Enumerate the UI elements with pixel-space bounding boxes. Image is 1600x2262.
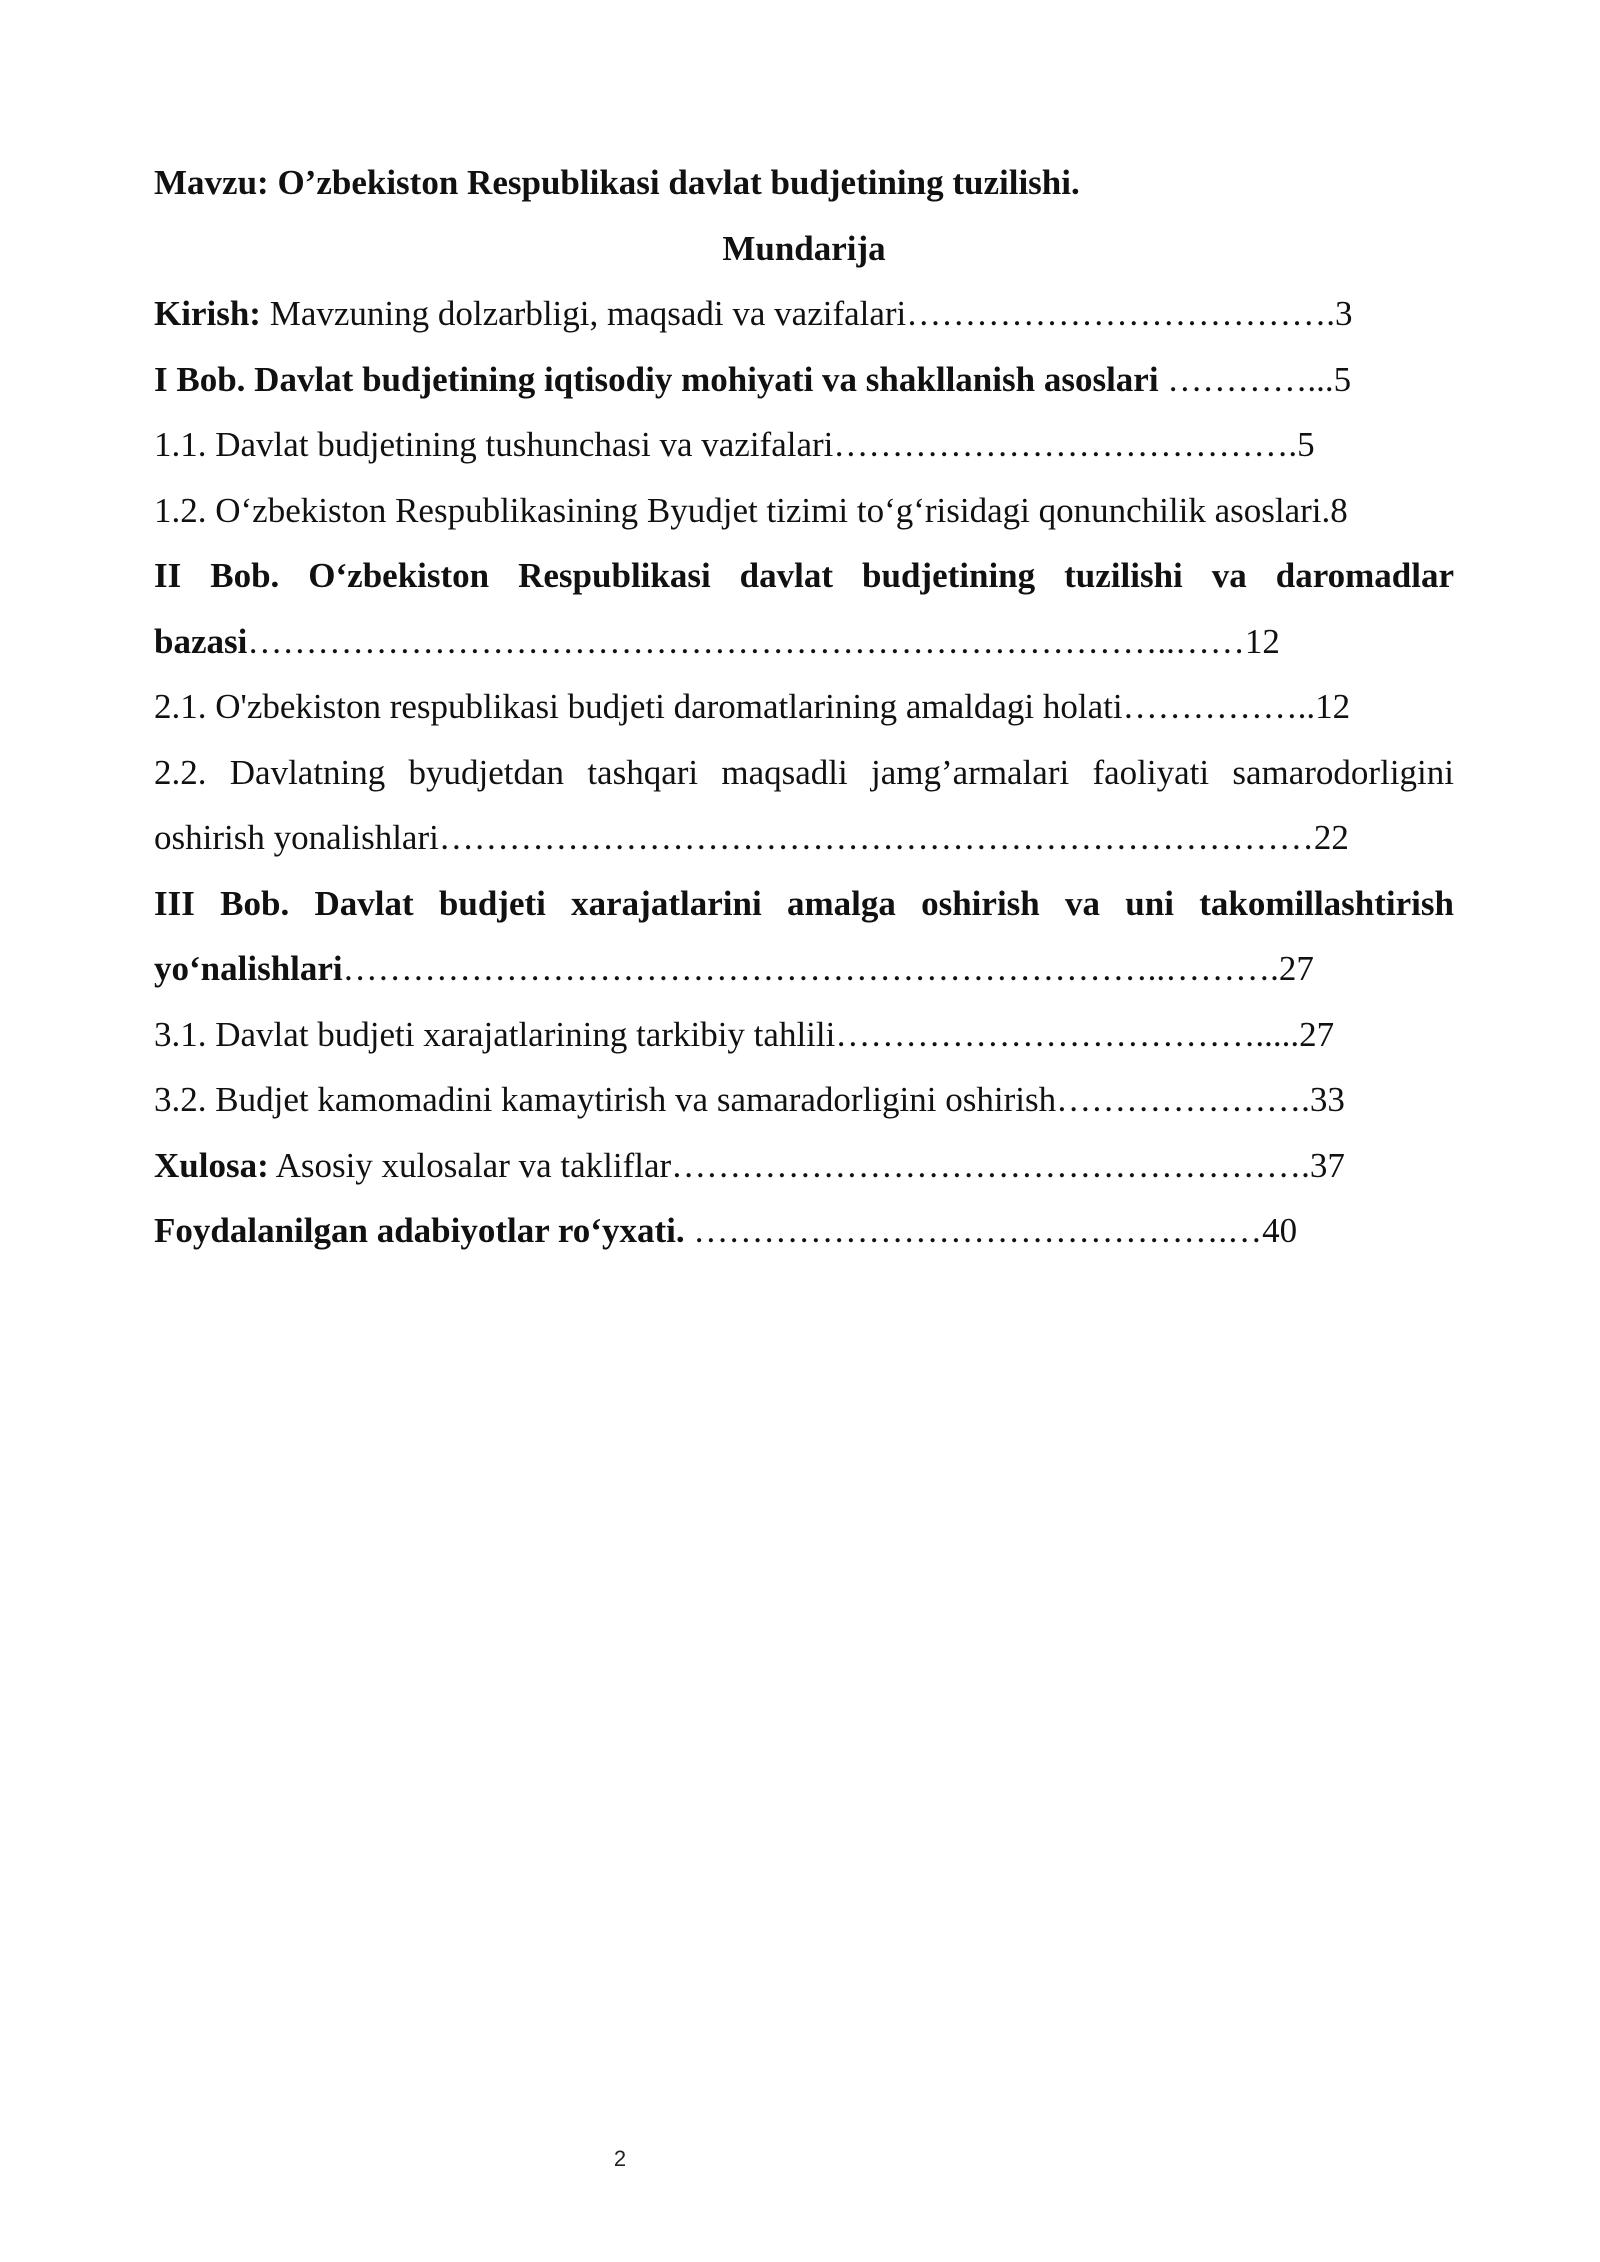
toc-bob1-leader: …………...5 [1167, 359, 1352, 399]
toc-entry-2-1 [154, 674, 1454, 740]
topic-line [154, 150, 1454, 216]
toc-entry-bob-2-line2 [154, 609, 1454, 675]
toc-entry-bob-3-line2 [154, 936, 1454, 1002]
toc-heading: Mundarija [722, 228, 886, 268]
toc-xulosa-text: Asosiy xulosalar va takliflar [268, 1145, 672, 1185]
document-content [154, 150, 1454, 1264]
toc-entry-bob-1 [154, 347, 1454, 413]
toc-3-1-leader: ……………………………….....27 [835, 1014, 1335, 1054]
toc-bob3-leader: ……………………………………………………………..……….27 [342, 949, 1314, 988]
topic-text: O’zbekiston Respublikasi davlat budjetining tuzilishi. [268, 163, 1080, 202]
toc-2-2-text: oshirish yonalishlari [154, 818, 439, 857]
toc-2-2-leader: …………………………………………………………………22 [438, 818, 1349, 857]
toc-xulosa-leader: ……………………………………………….37 [671, 1145, 1345, 1185]
toc-adabiyot-leader: ……………………………………….…40 [684, 1211, 1298, 1250]
toc-adabiyot-text: Foydalanilgan adabiyotlar ro‘yxati. [154, 1211, 685, 1250]
toc-3-1-text: 3.1. Davlat budjeti xarajatlarining tarkibiy tahlili [154, 1014, 836, 1054]
toc-entry-1-1 [154, 412, 1454, 478]
toc-bob1-text: I Bob. Davlat budjetining iqtisodiy mohiyati va shakllanish asoslari [154, 359, 1168, 399]
toc-entry-bob-2-line1: II Bob. O‘zbekiston Respublikasi davlat budjetining tuzilishi va daromadlar [154, 556, 1454, 595]
toc-entry-3-1 [154, 1002, 1454, 1068]
toc-kirish-label: Kirish: [154, 294, 261, 333]
toc-entry-2-2-line1: 2.2. Davlatning byudjetdan tashqari maqsadli jamg’armalari faoliyati samarodorligini [154, 752, 1454, 792]
toc-entry-kirish [154, 281, 1454, 347]
toc-bob2-leader: ……………………………………………………………………..……12 [247, 621, 1280, 661]
toc-1-1-leader: ………………………………….5 [833, 425, 1315, 464]
toc-entry-3-2 [154, 1067, 1454, 1133]
toc-bob3-text: yo‘nalishlari [154, 949, 343, 988]
topic-label: Mavzu: [154, 163, 269, 202]
toc-3-2-leader: ………………….33 [1056, 1080, 1345, 1119]
toc-2-1-text: 2.1. O'zbekiston respublikasi budjeti daromatlarining amaldagi holati [154, 687, 1123, 726]
toc-entry-bob-3-line1: III Bob. Davlat budjeti xarajatlarini amalga oshirish va uni takomillashtirish [154, 883, 1454, 923]
toc-entry-2-2-line2 [154, 805, 1454, 871]
toc-2-1-leader: ……………..12 [1122, 687, 1351, 726]
toc-3-2-text: 3.2. Budjet kamomadini kamaytirish va samaradorligini oshirish [154, 1080, 1057, 1119]
toc-bob2-text: bazasi [154, 621, 248, 661]
toc-1-1-text: 1.1. Davlat budjetining tushunchasi va vazifalari [154, 425, 834, 464]
toc-entry-xulosa [154, 1133, 1454, 1199]
toc-xulosa-label: Xulosa: [154, 1145, 269, 1185]
toc-entry-adabiyotlar [154, 1198, 1454, 1264]
toc-kirish-leader: ……………………………….3 [906, 294, 1353, 333]
toc-1-2-text: 1.2. O‘zbekiston Respublikasining Byudjet tizimi to‘g‘risidagi qonunchilik asoslari.8 [154, 490, 1348, 530]
toc-kirish-text: Mavzuning dolzarbligi, maqsadi va vazifalari [260, 294, 907, 333]
page-number: 2 [613, 2146, 627, 2171]
toc-entry-1-2 [154, 478, 1454, 544]
